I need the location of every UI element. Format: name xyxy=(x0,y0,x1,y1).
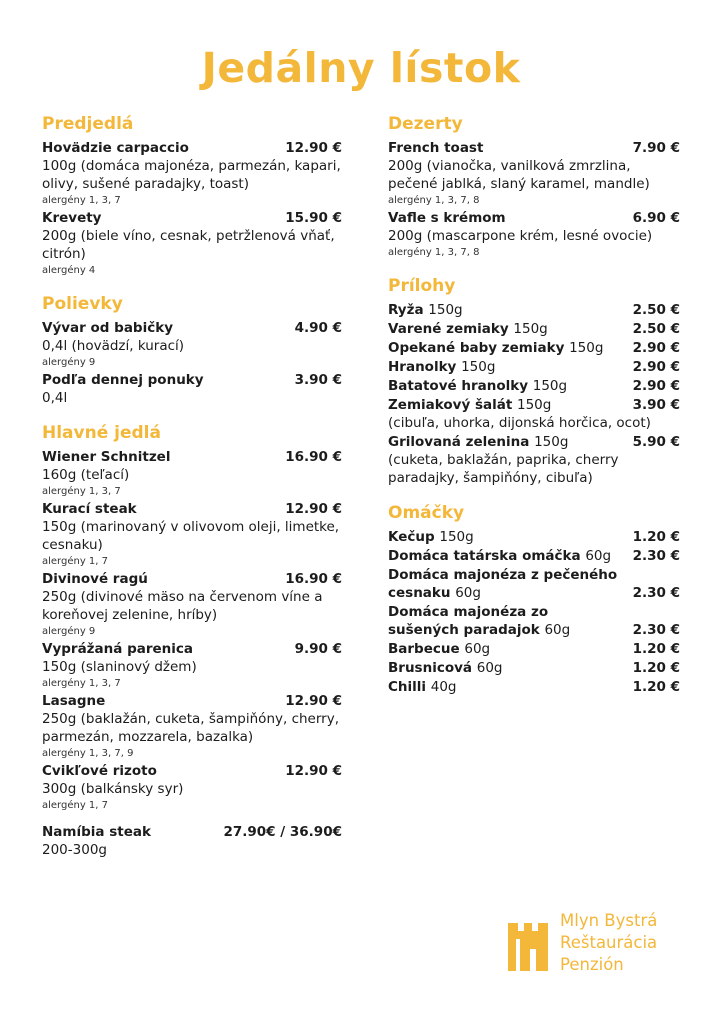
item-name: Namíbia steak xyxy=(42,824,151,840)
item-amount: 60g xyxy=(476,660,503,676)
item-price: 27.90€ / 36.90€ xyxy=(223,824,342,840)
item-price: 15.90 € xyxy=(285,210,342,226)
item-description: 0,4l xyxy=(42,390,68,406)
restaurant-logo xyxy=(506,910,686,974)
item-allergens: alergény 1, 3, 7, 9 xyxy=(42,748,134,759)
logo-line-2: Reštaurácia xyxy=(560,933,658,952)
item-price: 12.90 € xyxy=(285,140,342,156)
item-name: Domáca majonéza zo xyxy=(388,604,549,620)
page-title: Jedálny lístok xyxy=(201,44,521,92)
item-price: 2.30 € xyxy=(632,622,680,638)
item-allergens: alergény 1, 3, 7 xyxy=(42,678,121,689)
item-name: French toast xyxy=(388,140,484,156)
item-allergens: alergény 9 xyxy=(42,357,96,368)
item-price: 16.90 € xyxy=(285,449,342,465)
menu-item xyxy=(42,570,342,639)
item-name: Krevety xyxy=(42,210,102,226)
category-omacky-heading: Omáčky xyxy=(388,503,465,523)
item-price: 9.90 € xyxy=(294,641,342,657)
item-price: 12.90 € xyxy=(285,693,342,709)
item-description: 200g (vianočka, vanilková zmrzlina, pečené jablká, slaný karamel, mandle) xyxy=(388,158,650,192)
item-name: Domáca tatárska omáčka xyxy=(388,548,581,564)
side-item xyxy=(388,377,680,395)
item-description: 150g (marinovaný v olivovom oleji, limetke, cesnaku) xyxy=(42,519,340,553)
sauce-item xyxy=(388,659,680,677)
item-name: Kečup xyxy=(388,529,435,545)
menu-item xyxy=(42,448,342,499)
category-prilohy-heading: Prílohy xyxy=(388,276,456,296)
sauce-item xyxy=(388,603,680,639)
item-name: Ryža xyxy=(388,302,424,318)
item-amount: 150g xyxy=(532,378,568,394)
item-name: Vafle s krémom xyxy=(388,210,506,226)
item-price: 1.20 € xyxy=(632,529,680,545)
side-item xyxy=(388,320,680,338)
item-description: 100g (domáca majonéza, parmezán, kapari, olivy, sušené paradajky, toast) xyxy=(42,158,341,192)
item-amount: 60g xyxy=(544,622,571,638)
side-item xyxy=(388,433,680,487)
item-price: 1.20 € xyxy=(632,660,680,676)
menu-item xyxy=(388,209,680,260)
item-amount: 150g xyxy=(428,302,463,318)
item-name: Barbecue xyxy=(388,641,460,657)
side-item xyxy=(388,301,680,319)
sauce-item xyxy=(388,547,680,565)
item-name: Podľa dennej ponuky xyxy=(42,372,204,388)
item-description: (cuketa, baklažán, paprika, cherry paradajky, šampiňóny, cibuľa) xyxy=(388,452,619,486)
menu-item xyxy=(42,139,342,208)
item-price: 2.50 € xyxy=(632,302,680,318)
item-amount: 150g xyxy=(534,434,569,450)
item-description: (cibuľa, uhorka, dijonská horčica, ocot) xyxy=(388,415,651,431)
category-predjedla-heading: Predjedlá xyxy=(42,114,134,134)
item-allergens: alergény 4 xyxy=(42,265,96,276)
item-description: 250g (baklažán, cuketa, šampiňóny, cherry, parmezán, mozzarela, bazalka) xyxy=(42,711,339,745)
item-description: 200g (mascarpone krém, lesné ovocie) xyxy=(388,228,653,244)
item-allergens: alergény 1, 7 xyxy=(42,800,109,811)
item-name: Opekané baby zemiaky xyxy=(388,340,565,356)
item-description: 200g (biele víno, cesnak, petržlenová vňať, citrón) xyxy=(42,228,335,262)
item-amount: 60g xyxy=(585,548,612,564)
item-description: 300g (balkánsky syr) xyxy=(42,781,184,797)
item-price: 2.90 € xyxy=(632,359,680,375)
item-amount: 150g xyxy=(461,359,496,375)
menu-item xyxy=(42,823,342,859)
menu-item xyxy=(388,139,680,208)
item-name-cont: sušených paradajok xyxy=(388,622,540,638)
item-description: 250g (divinové mäso na červenom víne a koreňovej zelenine, hríby) xyxy=(42,589,323,623)
item-name: Zemiakový šalát xyxy=(388,397,513,413)
item-amount: 150g xyxy=(516,397,552,413)
logo-text xyxy=(560,910,657,976)
sauce-item xyxy=(388,528,680,546)
side-item xyxy=(388,396,680,432)
item-price: 3.90 € xyxy=(294,372,342,388)
item-description: 150g (slaninový džem) xyxy=(42,659,197,675)
item-description: 200-300g xyxy=(42,842,107,858)
sauce-item xyxy=(388,678,680,696)
item-price: 3.90 € xyxy=(632,397,680,413)
menu-item xyxy=(42,371,342,407)
item-price: 5.90 € xyxy=(632,434,680,450)
category-hlavne-heading: Hlavné jedlá xyxy=(42,423,161,443)
item-price: 16.90 € xyxy=(285,571,342,587)
item-amount: 150g xyxy=(439,529,474,545)
item-price: 2.50 € xyxy=(632,321,680,337)
item-price: 2.30 € xyxy=(632,548,680,564)
sauce-item xyxy=(388,640,680,658)
item-amount: 150g xyxy=(513,321,548,337)
logo-line-1: Mlyn Bystrá xyxy=(560,911,658,930)
item-name: Hranolky xyxy=(388,359,457,375)
item-name: Varené zemiaky xyxy=(388,321,509,337)
item-name: Domáca majonéza z pečeného xyxy=(388,567,618,583)
item-allergens: alergény 1, 3, 7 xyxy=(42,195,121,206)
item-price: 12.90 € xyxy=(285,763,342,779)
mill-tower-icon xyxy=(506,915,550,971)
item-name: Cvikľové rizoto xyxy=(42,763,157,779)
menu-item xyxy=(42,500,342,569)
side-item xyxy=(388,339,680,357)
logo-line-3: Penzión xyxy=(560,955,624,974)
item-amount: 40g xyxy=(430,679,457,695)
menu-item xyxy=(42,209,342,278)
item-name: Kurací steak xyxy=(42,501,137,517)
item-name: Grilovaná zelenina xyxy=(388,434,530,450)
item-name-cont: cesnaku xyxy=(388,585,451,601)
item-price: 2.90 € xyxy=(632,378,680,394)
item-description: 160g (teľací) xyxy=(42,467,130,483)
item-allergens: alergény 1, 3, 7, 8 xyxy=(388,247,480,258)
category-dezerty-heading: Dezerty xyxy=(388,114,463,134)
side-item xyxy=(388,358,680,376)
item-price: 7.90 € xyxy=(632,140,680,156)
item-price: 2.30 € xyxy=(632,585,680,601)
right-column xyxy=(388,112,680,697)
item-price: 2.90 € xyxy=(632,340,680,356)
item-allergens: alergény 1, 3, 7 xyxy=(42,486,121,497)
item-name: Divinové ragú xyxy=(42,571,148,587)
item-price: 6.90 € xyxy=(632,210,680,226)
item-allergens: alergény 1, 7 xyxy=(42,556,109,567)
item-description: 0,4l (hovädzí, kurací) xyxy=(42,338,185,354)
item-name: Wiener Schnitzel xyxy=(42,449,171,465)
item-name: Lasagne xyxy=(42,693,106,709)
item-name: Hovädzie carpaccio xyxy=(42,140,189,156)
item-name: Vývar od babičky xyxy=(42,320,173,336)
item-name: Brusnicová xyxy=(388,660,473,676)
item-name: Batatové hranolky xyxy=(388,378,529,394)
item-amount: 60g xyxy=(464,641,491,657)
item-price: 4.90 € xyxy=(294,320,342,336)
item-amount: 60g xyxy=(455,585,481,601)
item-amount: 150g xyxy=(569,340,604,356)
menu-item xyxy=(42,692,342,761)
item-price: 12.90 € xyxy=(285,501,342,517)
menu-item xyxy=(42,640,342,691)
item-price: 1.20 € xyxy=(632,679,680,695)
item-allergens: alergény 1, 3, 7, 8 xyxy=(388,195,480,206)
item-price: 1.20 € xyxy=(632,641,680,657)
left-column xyxy=(42,112,342,860)
menu-item xyxy=(42,762,342,813)
menu-item xyxy=(42,319,342,370)
item-name: Chilli xyxy=(388,679,427,695)
item-name: Vyprážaná parenica xyxy=(42,641,194,657)
item-allergens: alergény 9 xyxy=(42,626,96,637)
category-polievky-heading: Polievky xyxy=(42,294,123,314)
sauce-item xyxy=(388,566,680,602)
